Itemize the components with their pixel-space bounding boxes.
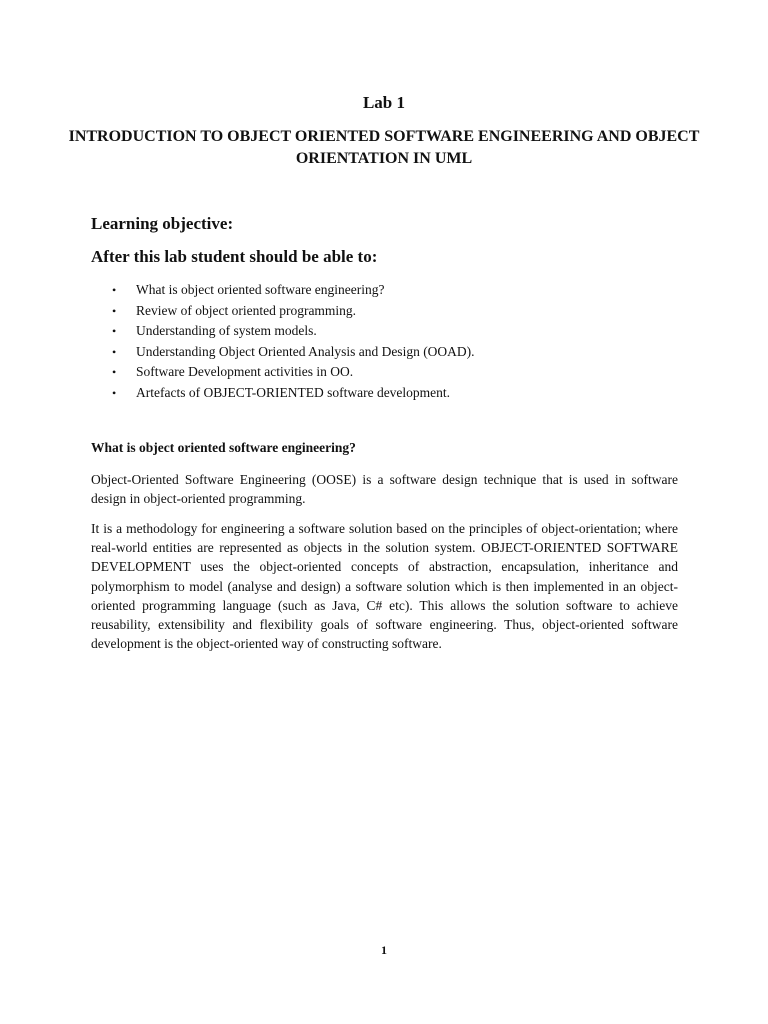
objective-text: Understanding Object Oriented Analysis and Design (OOAD). bbox=[136, 343, 475, 359]
list-item bbox=[91, 362, 691, 383]
objectives-list bbox=[91, 280, 691, 404]
learning-objective-heading: Learning objective: bbox=[91, 214, 234, 233]
list-item bbox=[91, 383, 691, 404]
objective-text: Artefacts of OBJECT-ORIENTED software development. bbox=[136, 384, 451, 400]
list-item bbox=[91, 342, 691, 363]
objective-text: Review of object oriented programming. bbox=[136, 302, 357, 318]
bullet-icon: • bbox=[112, 324, 117, 339]
objective-text: Understanding of system models. bbox=[136, 323, 317, 339]
bullet-icon: • bbox=[112, 385, 117, 400]
objective-text: What is object oriented software engineering? bbox=[136, 282, 385, 297]
bullet-icon: • bbox=[112, 283, 117, 297]
list-item bbox=[91, 280, 691, 301]
bullet-icon: • bbox=[112, 344, 117, 359]
list-item bbox=[91, 301, 691, 322]
main-heading: INTRODUCTION TO OBJECT ORIENTED SOFTWARE ENGINEERING AND OBJECT ORIENTATION IN UML bbox=[68, 128, 700, 167]
paragraph-methodology: It is a methodology for engineering a software solution based on the principles of object-orientation; where real-world entities are represented as objects in the solution system. OBJECT-ORIENTED SOFTWARE DEVELOPMENT uses the object-oriented concepts of abstraction, encapsulation, inheritance and polymorphism to model (analyse and design) a software solution which is then implemented in an object-oriented programming language (such as Java, C# etc). This allows the solution software to achieve reusability, extensibility and flexibility goals of software engineering. Thus, object-oriented software development is the object-oriented way of constructing software. bbox=[91, 521, 678, 652]
bullet-icon: • bbox=[112, 365, 117, 380]
page-number: 1 bbox=[381, 943, 387, 957]
objective-text: Software Development activities in OO. bbox=[136, 364, 354, 380]
bullet-icon: • bbox=[112, 303, 117, 318]
after-lab-heading: After this lab student should be able to: bbox=[91, 247, 378, 266]
section-heading: What is object oriented software engineering? bbox=[91, 440, 356, 455]
paragraph-intro: Object-Oriented Software Engineering (OOSE) is a software design technique that is used in software design in object-oriented programming. bbox=[91, 472, 678, 507]
lab-title: Lab 1 bbox=[362, 93, 406, 112]
list-item bbox=[91, 321, 691, 342]
